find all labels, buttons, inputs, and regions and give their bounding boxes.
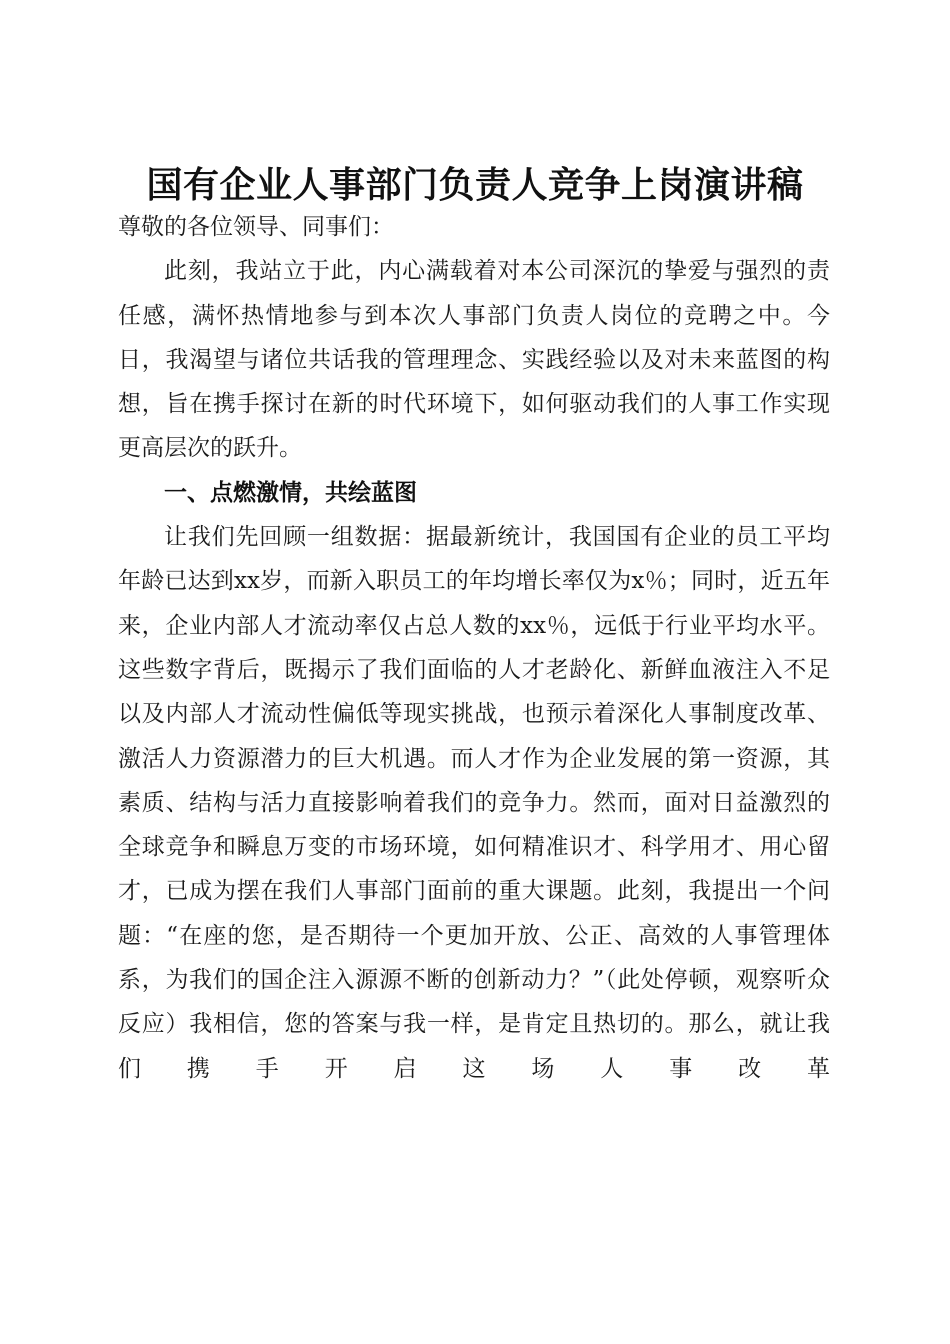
section-heading-1: 一、点燃激情，共绘蓝图 — [164, 478, 417, 506]
paragraph-data-review: 让我们先回顾一组数据：据最新统计，我国国有企业的员工平均年龄已达到xx岁，而新入职员工的年均增长率仅为x％；同时，近五年来，企业内部人才流动率仅占总人数的xx％，远低于行业平均水平。这些数字背后，既揭示了我们面临的人才老龄化、新鲜血液注入不足以及内部人才流动性偏低等现实挑战，也预示着深化人事制度改革、激活人力资源潜力的巨大机遇。而人才作为企业发展的第一资源，其素质、结构与活力直接影响着我们的竞争力。然而，面对日益激烈的全球竞争和瞬息万变的市场环境，如何精准识才、科学用才、用心留才，已成为摆在我们人事部门面前的重大课题。此刻，我提出一个问题：“在座的您，是否期待一个更加开放、公正、高效的人事管理体系，为我们的国企注入源源不断的创新动力？”（此处停顿，观察听众反应）我相信，您的答案与我一样，是肯定且热切的。那么，就让我们携手开启这场人事改革 — [118, 524, 830, 1082]
paragraph-intro: 此刻，我站立于此，内心满载着对本公司深沉的挚爱与强烈的责任感，满怀热情地参与到本次人事部门负责人岗位的竞聘之中。今日，我渴望与诸位共话我的管理理念、实践经验以及对未来蓝图的构想，旨在携手探讨在新的时代环境下，如何驱动我们的人事工作实现更高层次的跃升。 — [118, 258, 830, 462]
document-title: 国有企业人事部门负责人竞争上岗演讲稿 — [146, 164, 804, 207]
greeting-line: 尊敬的各位领导、同事们： — [118, 214, 394, 240]
document-body — [118, 205, 830, 1091]
